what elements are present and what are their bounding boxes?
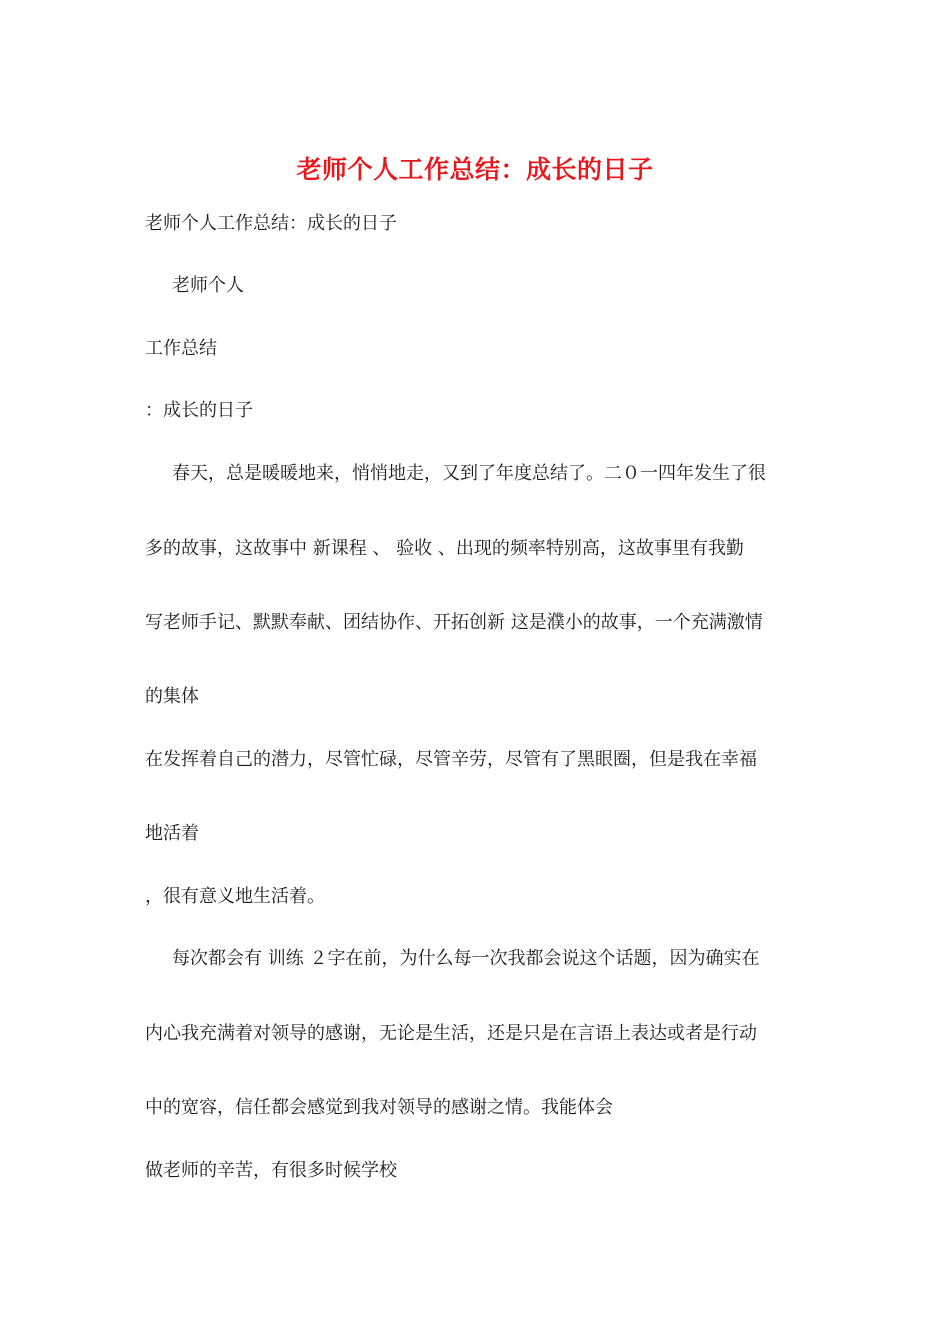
paragraph-line: ，很有意义地生活着。 bbox=[145, 886, 325, 907]
text-line: ：成长的日子 bbox=[145, 400, 253, 421]
paragraph-line: 每次都会有 训练 ２字在前，为什么每一次我都会说这个话题，因为确实在 bbox=[172, 948, 760, 969]
paragraph-line: 的集体 bbox=[145, 686, 199, 707]
paragraph-line: 春天，总是暖暖地来，悄悄地走，又到了年度总结了。二０一四年发生了很 bbox=[172, 463, 766, 484]
paragraph-line: 中的宽容，信任都会感觉到我对领导的感谢之情。我能体会 bbox=[145, 1097, 613, 1118]
document-title: 老师个人工作总结：成长的日子 bbox=[296, 155, 654, 184]
subtitle-line: 老师个人工作总结：成长的日子 bbox=[145, 213, 397, 234]
paragraph-line: 地活着 bbox=[145, 823, 199, 844]
text-line: 老师个人 bbox=[172, 275, 244, 296]
text-line: 工作总结 bbox=[145, 338, 217, 359]
paragraph-line: 做老师的辛苦，有很多时候学校 bbox=[145, 1160, 397, 1181]
paragraph-line: 多的故事，这故事中 新课程 、 验收 、出现的频率特别高，这故事里有我勤 bbox=[145, 538, 744, 559]
paragraph-line: 写老师手记、默默奉献、团结协作、开拓创新 这是濮小的故事，一个充满激情 bbox=[145, 612, 763, 633]
paragraph-line: 在发挥着自己的潜力，尽管忙碌，尽管辛劳，尽管有了黑眼圈，但是我在幸福 bbox=[145, 749, 757, 770]
paragraph-line: 内心我充满着对领导的感谢，无论是生活，还是只是在言语上表达或者是行动 bbox=[145, 1023, 757, 1044]
